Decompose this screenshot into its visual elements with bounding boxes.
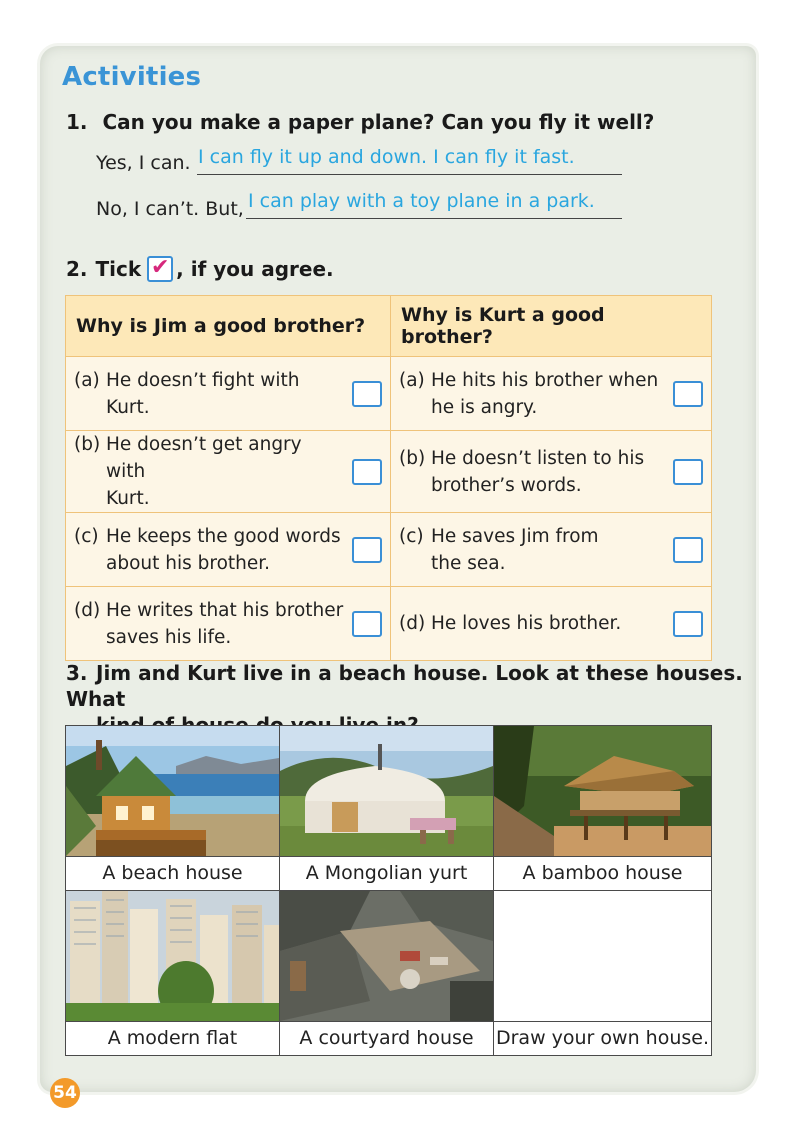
beach-house-image: [66, 726, 279, 856]
modern-flat-photo: [66, 891, 280, 1022]
section-title: Activities: [62, 62, 202, 92]
kurt-statement-b: [391, 431, 712, 513]
tick-instruction: , if you agree.: [176, 257, 334, 281]
kurt-statement-d: [391, 587, 712, 661]
tick-table: [65, 295, 712, 661]
statement-label: (c): [399, 525, 424, 547]
jim-statement-b: [66, 431, 391, 513]
statement-line: He doesn’t fight with Kurt.: [106, 369, 300, 418]
jim-c-checkbox[interactable]: [352, 537, 382, 563]
caption-draw-own-house: [494, 1022, 712, 1056]
question-number: 2.: [66, 257, 88, 281]
caption-modern-flat: [66, 1022, 280, 1056]
no-row: [96, 198, 244, 220]
kurt-a-checkbox[interactable]: [673, 381, 703, 407]
kurt-d-checkbox[interactable]: [673, 611, 703, 637]
statement-label: (a): [74, 369, 100, 391]
caption-text: A courtyard house: [299, 1027, 474, 1049]
bamboo-house-image: [494, 726, 711, 856]
caption-beach-house: [66, 857, 280, 891]
beach-house-photo: [66, 726, 280, 857]
bamboo-house-photo: [494, 726, 712, 857]
courtyard-house-image: [280, 891, 493, 1021]
jim-d-checkbox[interactable]: [352, 611, 382, 637]
yes-answer: I can fly it up and down. I can fly it fast.: [198, 146, 575, 168]
caption-bamboo-house: [494, 857, 712, 891]
statement-line: saves his life.: [106, 626, 232, 648]
caption-text: A Mongolian yurt: [305, 862, 468, 884]
caption-text: Draw your own house.: [495, 1027, 709, 1049]
statement-line: Kurt.: [106, 488, 150, 509]
statement-line: brother’s words.: [431, 474, 582, 496]
question-1: [66, 110, 654, 134]
courtyard-house-photo: [280, 891, 494, 1022]
statement-line: He doesn’t get angry with: [106, 434, 302, 482]
question-text: Can you make a paper plane? Can you fly it well?: [102, 110, 655, 134]
statement-line: He writes that his brother: [106, 599, 344, 621]
kurt-statement-c: [391, 513, 712, 587]
statement-label: (d): [399, 613, 426, 634]
modern-flat-image: [66, 891, 279, 1021]
page-number: 54: [50, 1078, 80, 1108]
jim-statement-d: [66, 587, 391, 661]
caption-courtyard-house: [280, 1022, 494, 1056]
question-number: 1.: [66, 110, 88, 134]
tick-example-icon: [147, 256, 173, 282]
statement-line: He loves his brother.: [431, 613, 622, 634]
tick-word: Tick: [95, 257, 142, 281]
mongolian-yurt-image: [280, 726, 493, 856]
question-number: 3.: [66, 661, 88, 685]
statement-label: (b): [399, 447, 426, 469]
statement-label: (b): [74, 434, 101, 455]
statement-line: He saves Jim from: [431, 525, 599, 547]
statement-line: He doesn’t listen to his: [431, 447, 645, 469]
jim-statement-c: [66, 513, 391, 587]
jim-a-checkbox[interactable]: [352, 381, 382, 407]
caption-text: A bamboo house: [522, 862, 683, 884]
statement-line: He hits his brother when: [431, 369, 659, 391]
jim-column-header: Why is Jim a good brother?: [66, 296, 391, 357]
kurt-c-checkbox[interactable]: [673, 537, 703, 563]
caption-text: A modern flat: [107, 1027, 238, 1049]
question-2: [66, 256, 334, 282]
tick-symbol: ✔: [150, 255, 170, 280]
yurt-photo: [280, 726, 494, 857]
caption-mongolian-yurt: [280, 857, 494, 891]
houses-table: [65, 725, 712, 1056]
caption-text: A beach house: [102, 862, 243, 884]
kurt-statement-a: [391, 357, 712, 431]
jim-b-checkbox[interactable]: [352, 459, 382, 485]
yes-prefix: Yes, I can.: [96, 152, 191, 174]
no-prefix: No, I can’t. But,: [96, 198, 244, 220]
statement-label: (c): [74, 525, 99, 547]
statement-line: He keeps the good words: [106, 525, 341, 547]
no-answer: I can play with a toy plane in a park.: [248, 190, 595, 212]
yes-row: [96, 152, 191, 174]
statement-line: he is angry.: [431, 396, 538, 418]
kurt-b-checkbox[interactable]: [673, 459, 703, 485]
statement-line: about his brother.: [106, 552, 271, 574]
kurt-column-header: Why is Kurt a good brother?: [391, 296, 712, 357]
statement-label: (a): [399, 369, 425, 391]
draw-own-house-area[interactable]: [494, 891, 712, 1022]
jim-statement-a: [66, 357, 391, 431]
question-text: Jim and Kurt live in a beach house. Look at these houses. What: [66, 661, 743, 711]
statement-line: the sea.: [431, 552, 506, 574]
statement-label: (d): [74, 599, 101, 621]
